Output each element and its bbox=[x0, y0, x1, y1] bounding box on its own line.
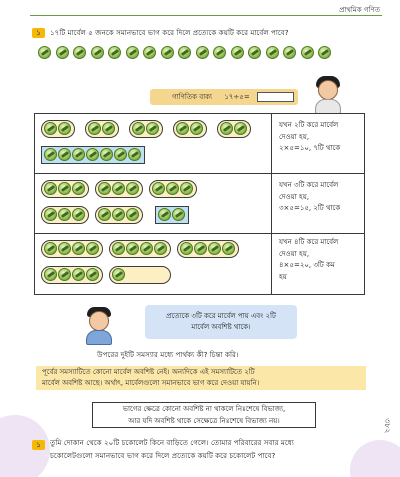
row-explanation bbox=[279, 120, 340, 155]
explain-line: মার্বেল অবশিষ্ট আছে। অর্থাৎ, মার্বেলগুলো সমানভাবে ভাগ করে দেওয়া যায়নি। bbox=[42, 379, 260, 387]
marble-group bbox=[41, 266, 103, 284]
marble-icon bbox=[158, 208, 171, 221]
expression-label: গাণিতিক বাক্য bbox=[172, 93, 213, 101]
problem-number-badge: ১ bbox=[32, 440, 45, 450]
marble-icon bbox=[86, 242, 99, 255]
marble-icon bbox=[166, 182, 179, 195]
marble-group bbox=[177, 240, 239, 258]
remainder-box bbox=[155, 206, 189, 224]
marble-group bbox=[109, 266, 171, 284]
definition-line: ভাগের ক্ষেত্রে কোনো অবশিষ্ট না থাকলে নিঃশেষে বিভাজ্য, bbox=[122, 405, 286, 413]
marble-group bbox=[95, 180, 143, 198]
marble-icon bbox=[152, 182, 165, 195]
row-line: দেওয়া হয়, bbox=[279, 192, 310, 201]
marble-icon bbox=[190, 122, 203, 135]
marble-icon bbox=[208, 242, 221, 255]
problem-question-line: চকোলেটগুলো সমানভাবে ভাগ করে দিলে প্রত্যেকে কয়টি করে চকোলেট পাবে? bbox=[50, 451, 276, 460]
marble-icon bbox=[58, 268, 71, 281]
marble-icon bbox=[231, 46, 244, 59]
problem-number-badge: ১ bbox=[32, 28, 45, 38]
marble-groups-cell bbox=[35, 174, 272, 233]
shirt bbox=[315, 99, 341, 114]
header-divider bbox=[30, 15, 382, 16]
marble-icon bbox=[58, 182, 71, 195]
speech-bubble bbox=[145, 305, 297, 339]
marble-icon bbox=[44, 182, 57, 195]
marble-icon bbox=[114, 148, 127, 161]
explanation-box bbox=[36, 366, 366, 390]
marble-icon bbox=[102, 122, 115, 135]
marble-icon bbox=[126, 182, 139, 195]
definition-line: আর যদি অবশিষ্ট থাকে সেক্ষেত্রে নিঃশেষে বিভাজ্য নয়। bbox=[128, 416, 280, 425]
marble-icon bbox=[58, 242, 71, 255]
expression-equation: ১৭÷৫= bbox=[224, 93, 250, 101]
marble-icon bbox=[44, 268, 57, 281]
marble-icon bbox=[161, 46, 174, 59]
face bbox=[318, 80, 338, 100]
marble-icon bbox=[126, 208, 139, 221]
marble-icon bbox=[58, 122, 71, 135]
marble-group bbox=[41, 240, 103, 258]
row-line: ২×৫=১০, ৭টি থাকে bbox=[279, 144, 341, 152]
bubble-line: প্রত্যেকে ৩টি করে মার্বেল পায় এবং ২টি bbox=[166, 312, 276, 320]
marble-icon bbox=[58, 148, 71, 161]
marble-icon bbox=[91, 46, 104, 59]
marble-icon bbox=[44, 122, 57, 135]
marble-group bbox=[173, 120, 207, 138]
marble-icon bbox=[56, 46, 69, 59]
marble-icon bbox=[126, 46, 139, 59]
table-row bbox=[35, 234, 364, 294]
marble-icon bbox=[86, 268, 99, 281]
marble-icon bbox=[196, 46, 209, 59]
explain-line: পূর্বের সমস্যাটিতে কোনো মার্বেল অবশিষ্ট নেই। অন্যদিকে এই সমস্যাটিতে ২টি bbox=[42, 368, 255, 376]
row-line: দেওয়া হয়, bbox=[279, 132, 310, 141]
bubble-line: মার্বেল অবশিষ্ট থাকে। bbox=[191, 323, 251, 331]
marble-group bbox=[217, 120, 251, 138]
marble-icon bbox=[154, 242, 167, 255]
marble-icon bbox=[140, 242, 153, 255]
row-line: দেওয়া হয়, bbox=[279, 249, 310, 258]
marble-icon bbox=[108, 46, 121, 59]
shirt bbox=[86, 330, 112, 345]
row-explanation bbox=[279, 180, 340, 215]
marble-icon bbox=[143, 46, 156, 59]
marble-groups-cell bbox=[35, 114, 272, 173]
marble-icon bbox=[176, 122, 189, 135]
marble-icon bbox=[234, 122, 247, 135]
problem-question: ১৭টি মার্বেল ৫ জনকে সমানভাবে ভাগ করে দিলে প্রত্যেকে কয়টি করে মার্বেল পাবে? bbox=[50, 28, 289, 37]
remainder-box bbox=[41, 146, 145, 164]
definition-box bbox=[92, 402, 316, 428]
marble-icon bbox=[73, 46, 86, 59]
marble-groups-cell bbox=[35, 234, 272, 294]
marble-group bbox=[109, 240, 171, 258]
flower-decoration bbox=[350, 440, 400, 477]
marble-group bbox=[95, 206, 143, 224]
marble-icon bbox=[301, 46, 314, 59]
marble-group bbox=[41, 180, 89, 198]
marble-icon bbox=[72, 148, 85, 161]
marble-group bbox=[149, 180, 197, 198]
row-explanation bbox=[279, 237, 338, 283]
marble-division-table bbox=[34, 113, 365, 295]
math-expression-box bbox=[150, 89, 298, 105]
marble-icon bbox=[38, 46, 51, 59]
marble-icon bbox=[112, 268, 125, 281]
marble-icon bbox=[44, 208, 57, 221]
marble-icon bbox=[132, 122, 145, 135]
table-row bbox=[35, 174, 364, 234]
marble-icon bbox=[58, 208, 71, 221]
marble-icon bbox=[146, 122, 159, 135]
marble-icon bbox=[72, 242, 85, 255]
marble-group bbox=[41, 206, 89, 224]
marble-icon bbox=[72, 268, 85, 281]
marble-icon bbox=[112, 242, 125, 255]
marble-icon bbox=[172, 208, 185, 221]
marble-icon bbox=[180, 242, 193, 255]
marble-icon bbox=[44, 148, 57, 161]
marble-icon bbox=[72, 208, 85, 221]
page-header-title: প্রাথমিক গণিত bbox=[339, 6, 380, 14]
marble-icon bbox=[180, 182, 193, 195]
marble-group bbox=[41, 120, 75, 138]
marble-group bbox=[129, 120, 163, 138]
boy-avatar bbox=[80, 303, 118, 345]
table-row bbox=[35, 114, 364, 174]
marble-icon bbox=[283, 46, 296, 59]
marble-icon bbox=[72, 182, 85, 195]
marble-icon bbox=[126, 242, 139, 255]
girl-avatar bbox=[309, 72, 347, 114]
face bbox=[89, 311, 109, 331]
row-line: ৪×৫=২০, ৩টি কম bbox=[279, 261, 335, 269]
marble-icon bbox=[100, 148, 113, 161]
row-line: যখন ২টি করে মার্বেল bbox=[279, 121, 339, 129]
marble-icon bbox=[98, 208, 111, 221]
marble-icon bbox=[248, 46, 261, 59]
marble-icon bbox=[318, 46, 331, 59]
row-line: যখন ৪টি করে মার্বেল bbox=[279, 238, 339, 246]
marble-icon bbox=[112, 182, 125, 195]
marble-icon bbox=[222, 242, 235, 255]
marble-icon bbox=[220, 122, 233, 135]
answer-input-box[interactable] bbox=[257, 92, 294, 102]
row-line: যখন ৩টি করে মার্বেল bbox=[279, 181, 339, 189]
marble-icon bbox=[44, 242, 57, 255]
problem-question-line: তুমি দোকান থেকে ২০টি চকোলেট কিনে বাড়িতে গেলে। তোমার পরিবারের সবার মধ্যে bbox=[50, 438, 294, 447]
marble-icon bbox=[128, 148, 141, 161]
marble-icon bbox=[266, 46, 279, 59]
think-prompt: উপরের দুইটি সমস্যার মধ্যে পার্থক্য কী? চিন্তা করি। bbox=[97, 350, 239, 359]
marble-icon bbox=[98, 182, 111, 195]
marble-icon bbox=[178, 46, 191, 59]
marble-icon bbox=[88, 122, 101, 135]
page-number: ৩৮২ bbox=[383, 418, 392, 434]
row-line: ৩×৫=১৫, ২টি থাকে bbox=[279, 204, 341, 212]
marble-group bbox=[85, 120, 119, 138]
marble-icon bbox=[194, 242, 207, 255]
marble-icon bbox=[86, 148, 99, 161]
marble-icon bbox=[112, 208, 125, 221]
row-line: হয় bbox=[279, 272, 287, 281]
marble-icon bbox=[213, 46, 226, 59]
